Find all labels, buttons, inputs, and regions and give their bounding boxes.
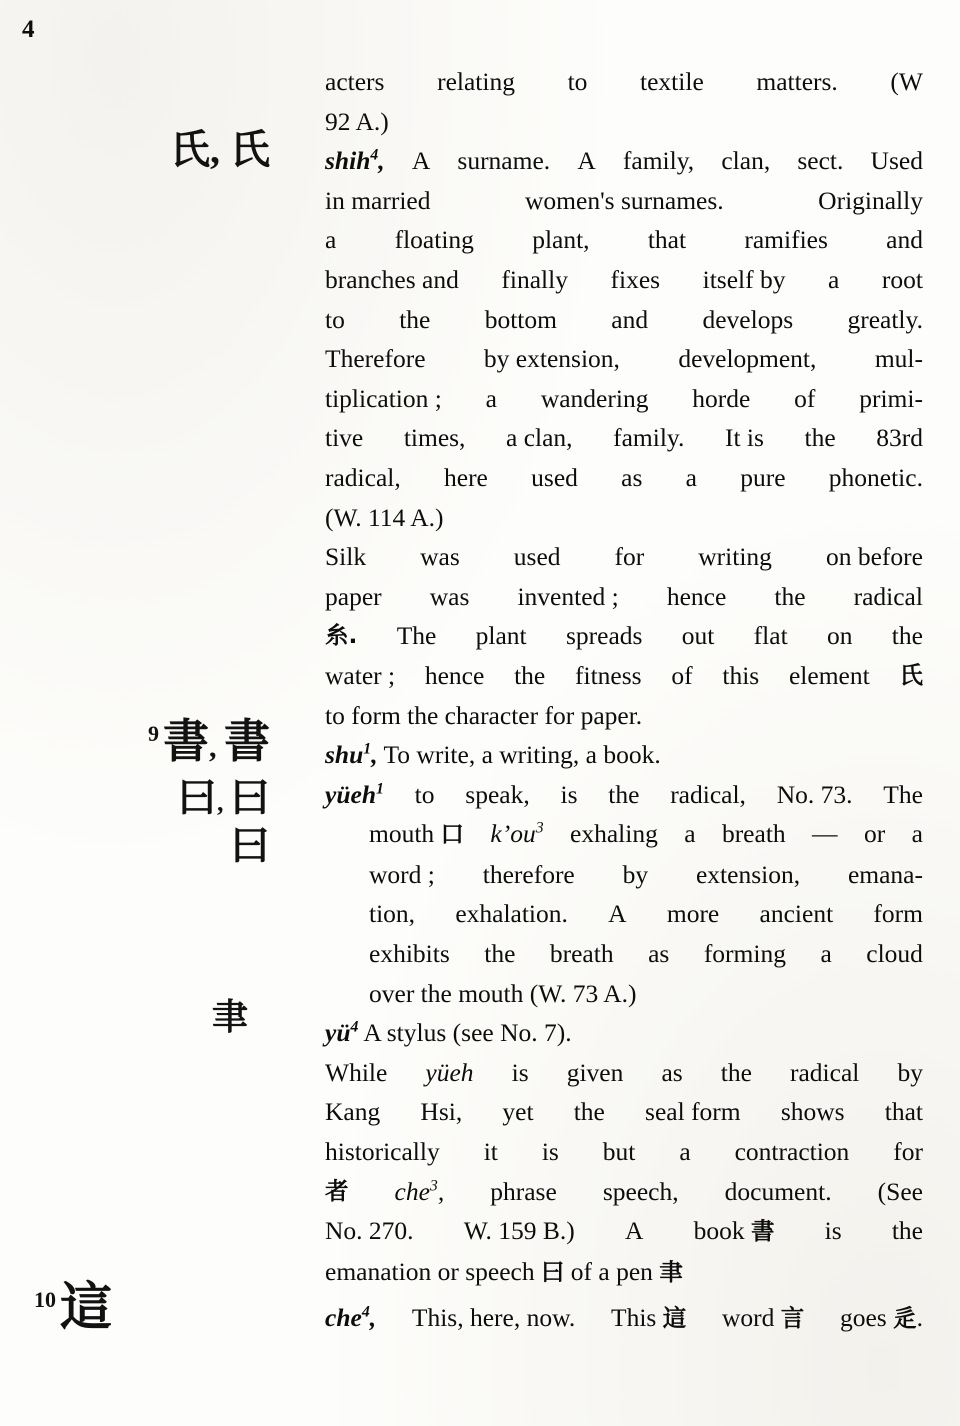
han-yueh-seal-1: 曰 (230, 775, 270, 821)
text-line: No. 270. W. 159 B.) A book 書 is the (325, 1211, 923, 1252)
text-line: tion, exhalation. A more ancient form (369, 899, 923, 929)
han-shu-seal: 書 (224, 714, 270, 768)
gloss-shu: To write, a writing, a book. (383, 740, 661, 769)
han-this: 這 (662, 1304, 687, 1332)
text-line-headword (325, 735, 923, 775)
han-book: 書 (750, 1217, 775, 1246)
text-line: acters relating to textile matters. (W (325, 62, 923, 102)
entry-9-text (325, 735, 923, 1292)
entry-shih-text (325, 62, 923, 735)
text-line: While yüeh is given as the radical by (325, 1053, 923, 1093)
romanization-yueh: yüeh$^1$ (325, 779, 384, 809)
text-line: 92 A.) (325, 106, 389, 136)
han-yu-stylus: 聿 (211, 997, 248, 1038)
page-number: 4 (22, 16, 35, 43)
text-line-headword: che$^4$, This, here, now. This 這 word 言 goes 辵. (325, 1298, 923, 1339)
text-line: to form the character for paper. (325, 700, 643, 730)
romanization-shih: shih$^4$, (325, 146, 385, 176)
headword-glyphs-yueh: 曰, 曰 (177, 775, 270, 821)
word-with-han: word 言 (721, 1303, 805, 1332)
headword-glyphs-shu: $^9$書, 書 (148, 714, 270, 768)
text-line: 者 che$^3$, phrase speech, document. (See (325, 1172, 923, 1212)
text-line: (W. 114 A.) (325, 502, 444, 532)
han-shih-seal: 氏 (230, 127, 270, 173)
text-line: 糸. The plant spreads out flat on the (325, 616, 923, 656)
han-che: 者 (325, 1176, 349, 1205)
this-with-han: This 這 (611, 1303, 687, 1332)
text-line: water ; hence the fitness of this element 氏 (325, 656, 923, 696)
romanization-che4: che$^4$, (325, 1303, 377, 1332)
headword-glyph-yueh-seal-2-wrap (20, 823, 270, 869)
han-speech: 曰 (540, 1257, 565, 1286)
entry-number-9: 9 (148, 720, 159, 746)
han-shu-regular: 書 (163, 714, 209, 768)
text-line: Kang Hsi, yet the seal form shows that (325, 1097, 923, 1127)
text-line: word ; therefore by extension, emana- (369, 859, 923, 889)
text-line: Silk was used for writing on before (325, 542, 923, 572)
han-yueh-regular: 曰 (177, 775, 217, 821)
text-line: to the bottom and develops greatly. (325, 304, 923, 334)
text-line: over the mouth (W. 73 A.) (369, 978, 637, 1008)
romanization-kou: $k’ou^3$ (490, 819, 544, 849)
text-line-headword (325, 1013, 923, 1053)
entry-10-text (325, 1298, 923, 1339)
han-yueh-seal-2: 曰 (230, 823, 270, 869)
romanization-che: che$^3$, (394, 1176, 445, 1206)
text-line: historically it is but a contraction for (325, 1136, 923, 1166)
romanization-shu: shu$^1$, (325, 740, 378, 769)
text-line: mouth 口 $k’ou^3$ exhaling a breath — or a (325, 814, 923, 855)
mouth-with-han: mouth 口 (369, 819, 465, 849)
text-line: exhibits the breath as forming a cloud (369, 938, 923, 968)
text-line: radical, here used as a pure phonetic. (325, 462, 923, 492)
entry-number-10: 10 (34, 1286, 56, 1312)
headword-glyph-che (20, 1278, 284, 1338)
han-silk-radical: 糸. (325, 621, 358, 650)
han-shih-inline: 氏 (899, 660, 923, 689)
text-line: tive times, a clan, family. It is the 83rd (325, 423, 923, 453)
text-line: in married women's surnames. Originally (325, 185, 923, 215)
headword-glyphs-shih: 氏, 氏 (170, 127, 270, 173)
han-goes: 辵 (893, 1304, 917, 1332)
han-che-this: 這 (60, 1278, 113, 1338)
text-line: paper was invented ; hence the radical (325, 581, 923, 611)
headword-glyph-yu (20, 997, 248, 1038)
text-line-headword: yüeh$^1$ to speak, is the radical, No. 73. The (325, 775, 923, 815)
cut-off-char: (W (890, 67, 923, 96)
han-pen: 聿 (659, 1257, 683, 1286)
text-line: branches and finally fixes itself by a root (325, 264, 923, 294)
han-shih-regular: 氏 (170, 127, 210, 173)
text-line: Therefore by extension, development, mul- (325, 344, 923, 374)
emanation-line: emanation or speech 曰 of a pen 聿 (325, 1256, 683, 1286)
text-line (325, 1252, 923, 1293)
gloss-yu: A stylus (see No. 7). (363, 1018, 572, 1048)
text-line-headword: shih$^4$, A surname. A family, clan, sect. Used (325, 141, 923, 181)
romanization-yu: $yü^4$ (325, 1018, 359, 1048)
han-mouth: 口 (440, 820, 465, 849)
book-with-han: book 書 (693, 1216, 775, 1246)
goes-with-han: goes 辵. (839, 1303, 923, 1332)
text-line: a floating plant, that ramifies and (325, 225, 923, 255)
romanization-yueh-inline: yüeh (425, 1057, 474, 1087)
text-line: tiplication ; a wandering horde of primi- (325, 383, 923, 413)
han-word: 言 (780, 1304, 805, 1332)
